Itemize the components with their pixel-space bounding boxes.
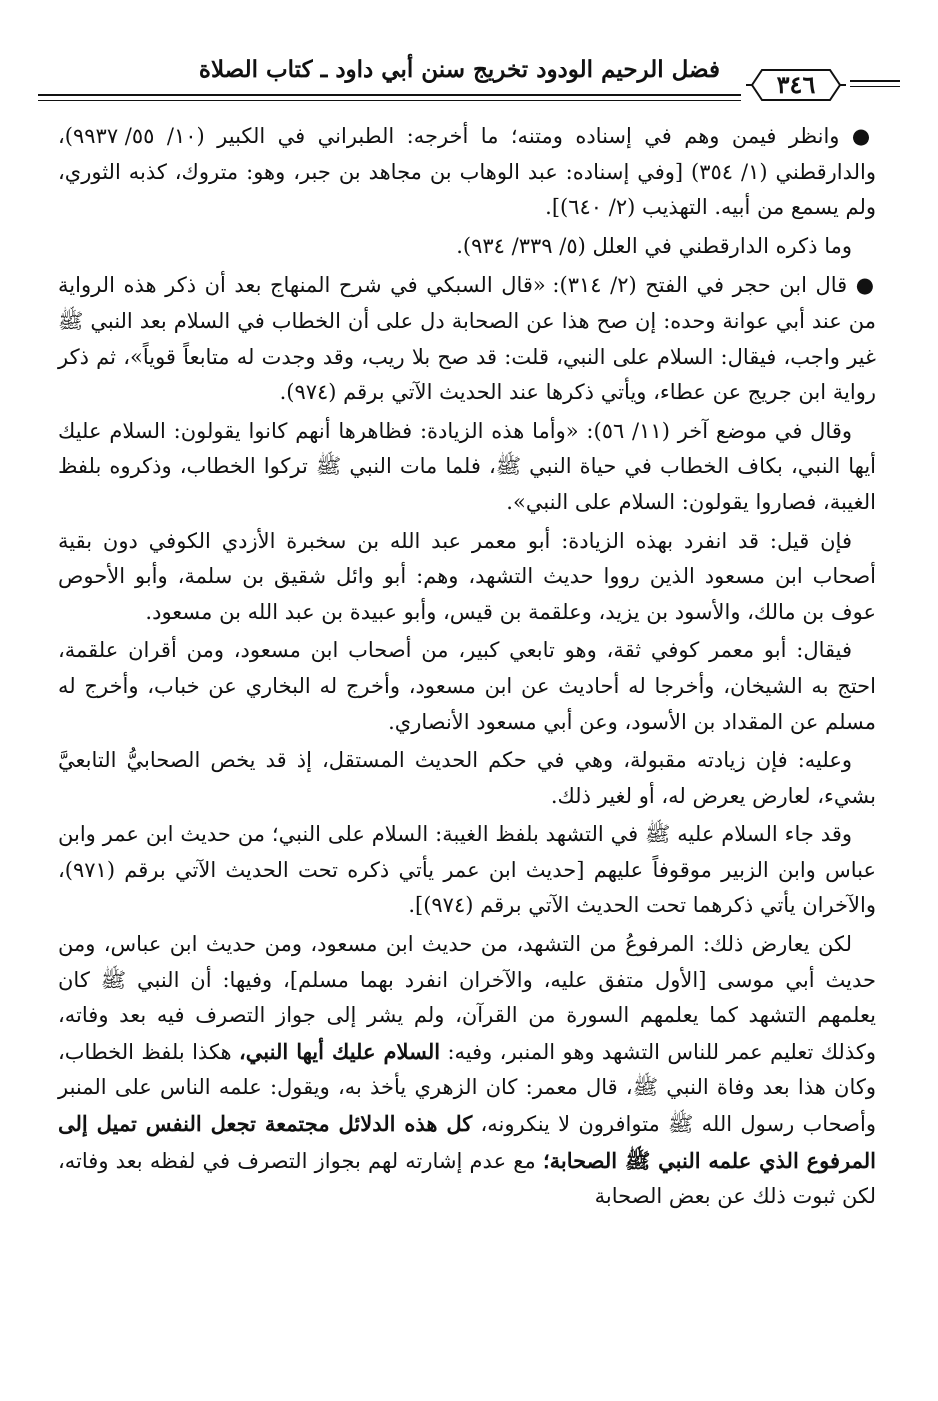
page-number-frame: [744, 66, 848, 104]
body-text: [58, 118, 876, 1218]
running-title: فضل الرحيم الودود تخريج سنن أبي داود ـ كتاب الصلاة: [198, 56, 720, 83]
paragraph-text: فإن قيل: قد انفرد بهذه الزيادة: أبو معمر عبد الله بن سخبرة الأزدي الكوفي دون بقية أصحاب ابن مسعود الذين رووا حديث التشهد، وهم: أبو وائل شقيق بن سلمة، وأبو الأحوص عوف بن مالك، والأسود بن يزيد، وعلقمة بن قيس، وأبو عبيدة بن عبد الله بن مسعود.: [58, 528, 876, 624]
paragraph-text: وانظر فيمن وهم في إسناده ومتنه؛ ما أخرجه: الطبراني في الكبير (١٠/ ٥٥/ ٩٩٣٧)، والدارقطني (١/ ٣٥٤) [وفي إسناده: عبد الوهاب بن مجاهد بن جبر، وهو: متروك، كذبه الثوري، ولم يسمع من أبيه. التهذيب (٢/ ٦٤٠)].: [58, 124, 876, 220]
bullet-icon: ●: [855, 272, 876, 298]
paragraph-text: قال ابن حجر في الفتح (٢/ ٣١٤): «قال السبكي في شرح المنهاج بعد أن ذكر هذه الرواية من عند أبي عوانة وحده: إن صح هذا عن الصحابة دل على أن الخطاب في السلام بعد النبي ﷺ غير واجب، فيقال: السلام على النبي، قلت: قد صح بلا ريب، وقد وجدت له متابعاً قوياً»، ثم ذكر رواية ابن جريج عن عطاء، ويأتي ذكرها عند الحديث الآتي برقم (٩٧٤).: [58, 273, 876, 405]
page-header: [38, 52, 900, 108]
paragraph-text: فيقال: أبو معمر كوفي ثقة، وهو تابعي كبير، من أصحاب ابن مسعود، ومن أقران علقمة، احتج به الشيخان، وأخرجا له أحاديث عن ابن مسعود، وأخرج له البخاري عن خباب، وأخرج له مسلم عن المقداد بن الأسود، وعن أبي مسعود الأنصاري.: [58, 638, 876, 734]
paragraph: [58, 414, 876, 521]
paragraph: [58, 524, 876, 631]
paragraph: [58, 633, 876, 740]
header-tail-rule: [850, 80, 900, 82]
paragraph: [58, 118, 876, 226]
header-rule-thin: [38, 100, 741, 101]
bold-conclusion: كل هذه الدلائل مجتمعة تجعل النفس تميل إلى المرفوع الذي علمه النبي ﷺ الصحابة؛: [58, 1111, 876, 1173]
paragraph-text: لكن يعارض ذلك: المرفوعُ من التشهد، من حديث ابن مسعود، ومن حديث ابن عباس، ومن حديث أبي موسى [الأول متفق عليه، والآخران انفرد بهما مسلم]، وفيها: أن النبي ﷺ كان يعلمهم التشهد كما يعلمهم السورة من القرآن، ولم يشر إلى جواز التصرف فيه بعد وفاته، وكذلك تعليم عمر للناس التشهد وهو المنبر، وفيه:: [58, 932, 876, 1064]
bullet-icon: ●: [851, 123, 876, 148]
paragraph-text: وقد جاء السلام عليه ﷺ في التشهد بلفظ الغيبة: السلام على النبي؛ من حديث ابن عمر وابن عباس وابن الزبير موقوفاً عليهم [حديث ابن عمر يأتي ذكره تحت الحديث الآتي برقم (٩٧١)، والآخران يأتي ذكرهما تحت الحديث الآتي برقم (٩٧٤)].: [58, 822, 876, 918]
paragraph-text: هكذا بلفظ الخطاب، وكان هذا بعد وفاة النبي ﷺ، قال معمر: كان الزهري يأخذ به، ويقول: علمه الناس على المنبر وأصحاب رسول الله ﷺ متوافرون لا ينكرونه،: [58, 1039, 876, 1137]
paragraph-text: وعليه: فإن زيادته مقبولة، وهي في حكم الحديث المستقل، إذ قد يخص الصحابيُّ التابعيَّ بشيء، لعارض يعرض له، أو لغير ذلك.: [58, 748, 876, 808]
paragraph: [58, 229, 876, 265]
paragraph: [58, 267, 876, 410]
page-number: ٣٤٦: [776, 70, 816, 99]
paragraph-text: مع عدم إشارته لهم بجواز التصرف في لفظه بعد وفاته، لكن ثبوت ذلك عن بعض الصحابة: [58, 1148, 876, 1209]
bold-quote: السلام عليك أيها النبي،: [239, 1038, 441, 1064]
paragraph: [58, 817, 876, 924]
paragraph: [58, 927, 876, 1215]
paragraph-text: وما ذكره الدارقطني في العلل (٥/ ٣٣٩/ ٩٣٤).: [456, 233, 852, 258]
paragraph: [58, 743, 876, 814]
header-rule: [38, 94, 741, 96]
paragraph-text: وقال في موضع آخر (١١/ ٥٦): «وأما هذه الزيادة: فظاهرها أنهم كانوا يقولون: السلام عليك أيها النبي، بكاف الخطاب في حياة النبي ﷺ، فلما مات النبي ﷺ تركوا الخطاب، وذكروه بلفظ الغيبة، فصاروا يقولون: السلام على النبي».: [58, 418, 876, 514]
header-tail-rule-thin: [850, 86, 900, 87]
